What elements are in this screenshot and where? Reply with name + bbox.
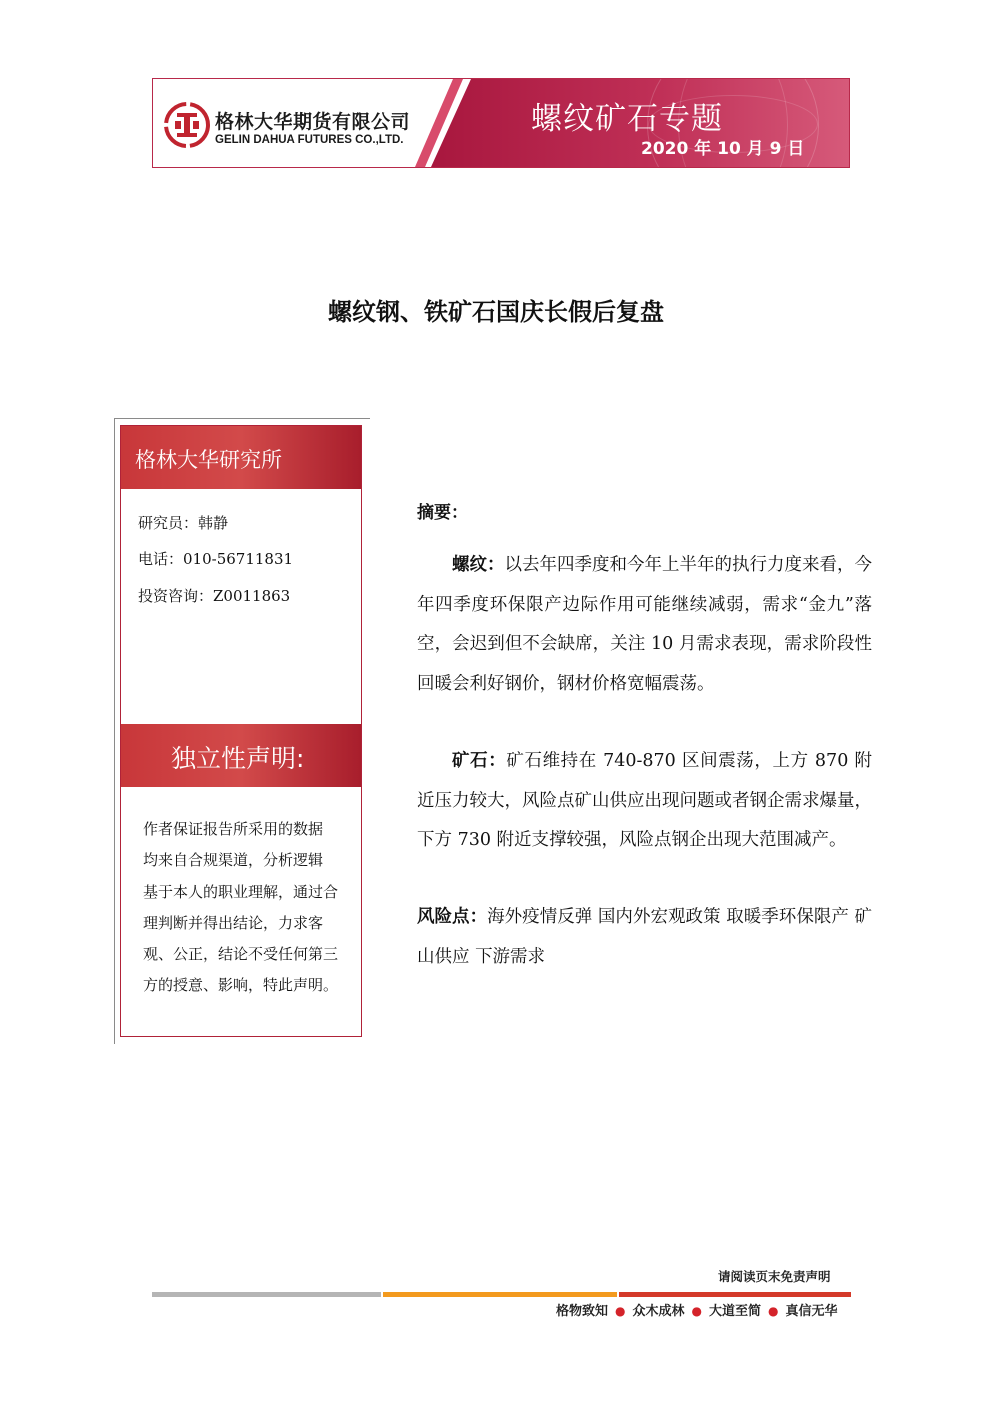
statement-line: 理判断并得出结论，力求客 [143,913,324,932]
ore-label: 矿石： [452,751,507,771]
header-banner [152,78,850,168]
phone-info: 电话：010-56711831 [138,550,294,568]
motto-item: 真信无华 [785,1304,838,1319]
statement-line: 均来自合规渠道，分析逻辑 [143,851,324,870]
institute-header [121,426,361,489]
statement-text [143,814,343,1002]
ore-text: 矿石维持在 740-870 区间震荡，上方 870 附近压力较大，风险点矿山供应出现问题或者钢企需求爆量，下方 730 附近支撑较强，风险点钢企出现大范围减产。 [417,751,873,850]
motto-item: 众木成林 [632,1304,685,1319]
footer-disclaimer: 请阅读页末免责声明 [718,1269,831,1284]
abstract-label: 摘要： [417,503,468,523]
footer-bar-orange [383,1292,617,1297]
risk-label: 风险点： [417,907,488,927]
sidebar-card [120,425,362,1037]
report-date: 2020 年 10 月 9 日 [641,139,805,159]
document-title: 螺纹钢、铁矿石国庆长假后复盘 [328,297,664,326]
rebar-paragraph [417,546,872,704]
statement-title: 独立性声明: [171,744,305,773]
bullet-icon: ● [768,1304,779,1318]
statement-line: 作者保证报告所采用的数据 [143,820,324,838]
risk-paragraph [417,898,872,977]
license-info: 投资咨询：Z0011863 [138,587,291,605]
researcher-info: 研究员：韩静 [138,514,229,532]
rebar-text: 以去年四季度和今年上半年的执行力度来看，今年四季度环保限产边际作用可能继续减弱，需求“金九”落空，会迟到但不会缺席，关注 10 月需求表现，需求阶段性回暖会利好钢价，钢材价格宽幅震荡。 [417,555,872,694]
institute-name: 格林大华研究所 [135,448,282,472]
bullet-icon: ● [615,1304,626,1318]
bullet-icon: ● [691,1304,702,1318]
statement-line: 基于本人的职业理解，通过合 [143,882,339,901]
footer-bar-gray [152,1292,381,1297]
gelin-dahua-logo-icon [163,101,211,149]
ore-paragraph [417,742,872,861]
rebar-label: 螺纹： [452,555,505,575]
report-series-title: 螺纹矿石专题 [531,101,723,137]
statement-header [121,724,361,787]
footer-bar-red [619,1292,851,1297]
statement-line: 方的授意、影响，特此声明。 [143,976,339,995]
motto-item: 格物致知 [556,1304,609,1319]
company-name-en: GELIN DAHUA FUTURES CO.,LTD. [215,134,404,146]
risk-text: 海外疫情反弹 国内外宏观政策 取暖季环保限产 矿山供应 下游需求 [417,907,873,967]
motto-item: 大道至简 [709,1304,762,1319]
statement-line: 观、公正，结论不受任何第三 [143,945,339,964]
company-name-cn: 格林大华期货有限公司 [215,111,411,133]
footer-motto [556,1300,838,1319]
